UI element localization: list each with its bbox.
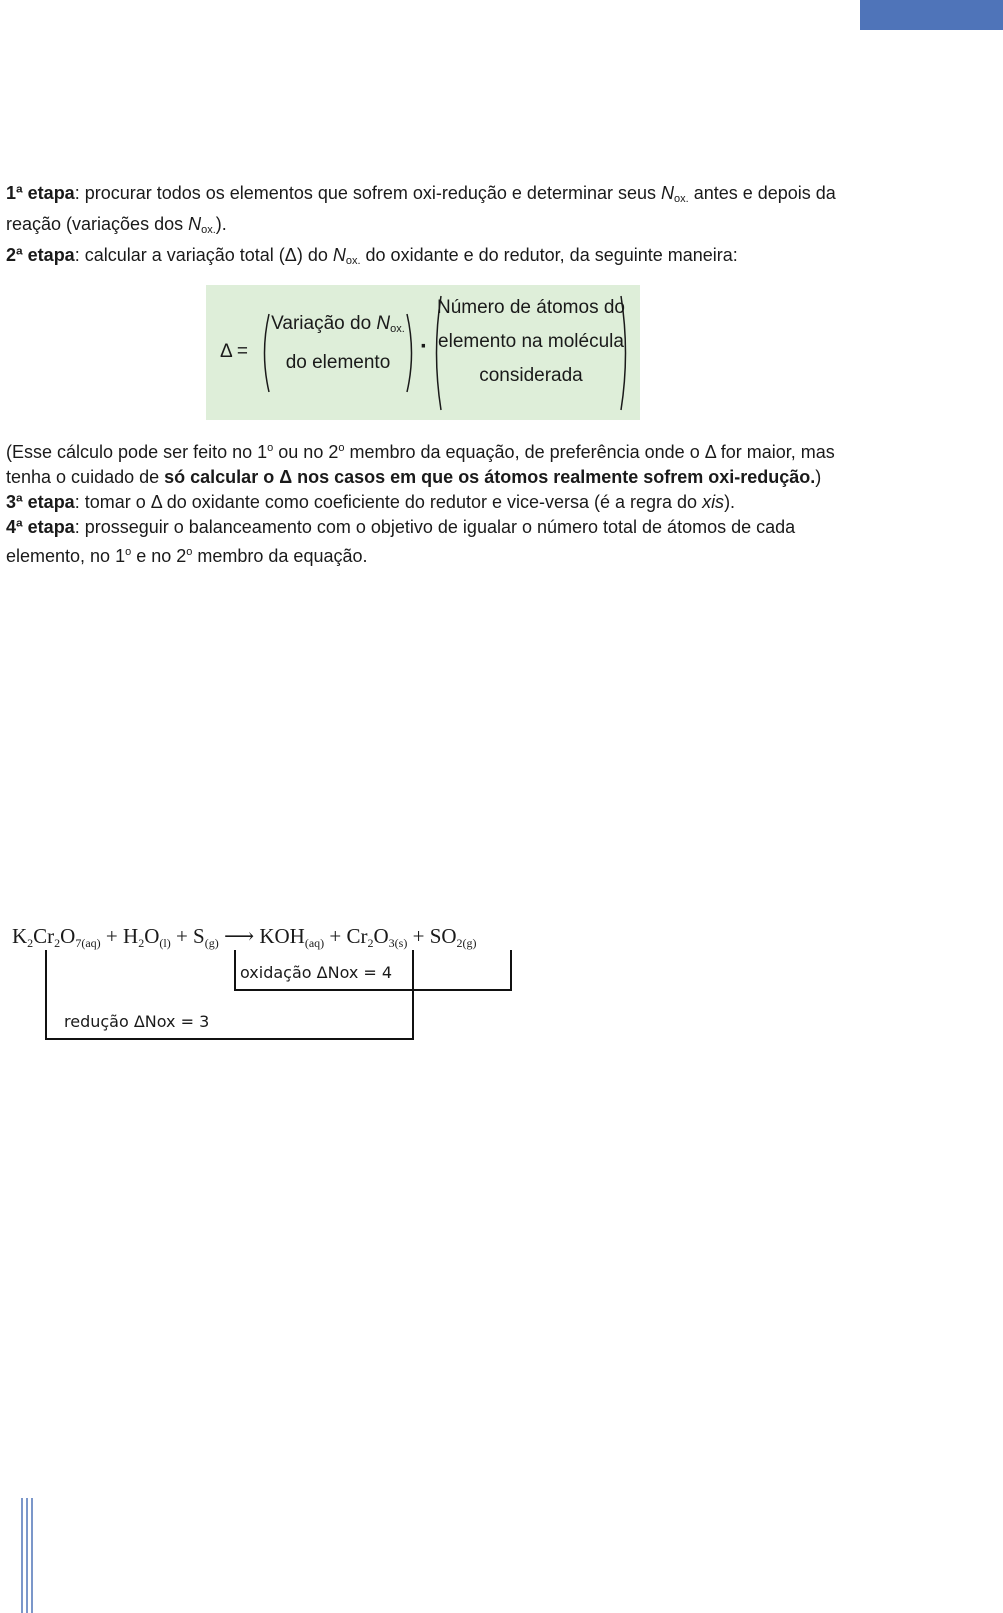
step-1-label: 1ª etapa <box>6 183 75 203</box>
formula-dot-operator: · <box>420 333 428 360</box>
delta-formula-box <box>206 285 640 420</box>
steps-intro <box>6 181 846 274</box>
step-3-label: 3ª etapa <box>6 492 75 512</box>
oxidation-label: oxidação ΔNox = 4 <box>240 963 393 982</box>
step-1: 1ª etapa: procurar todos os elementos que sofrem oxi-redução e determinar seus $N_{ox.}$ antes e depois da reação (variações dos $N_{ox.}$). <box>6 183 836 236</box>
right-paren-2 <box>620 295 632 411</box>
formula-term-1: Variação do $N_{ox.}$ do elemento <box>271 313 405 373</box>
formula-term-2: Número de átomos do elemento na molécula considerada <box>437 297 625 386</box>
redox-reaction-diagram <box>0 900 600 1050</box>
right-paren-1 <box>406 313 418 393</box>
formula-delta-lhs: Δ = <box>220 341 249 362</box>
step-4: 4ª etapa: prosseguir o balanceamento com o objetivo de igualar o número total de átomos de cada elemento, no 1$^o$ e no 2$^o$ membro da equação. <box>6 517 796 566</box>
steps-continued <box>6 436 846 569</box>
step-4-label: 4ª etapa <box>6 517 75 537</box>
calculation-note: (Esse cálculo pode ser feito no 1$^o$ ou no 2$^o$ membro da equação, de preferência onde o Δ for maior, mas tenha o cuidado de só calcular o Δ nos casos em que os átomos realmente sofrem oxi-redução.) <box>6 442 835 487</box>
reaction-equation: $K_2Cr_2O_{7(aq)} + H_2O_{(l)} + S_{(g)}$ ⟶ $KOH_{(aq)} + Cr_2O_{3(s)} + SO_{2(g)}$ <box>12 924 477 950</box>
corner-header-tab <box>860 0 1003 30</box>
step-2: 2ª etapa: calcular a variação total (Δ) do $N_{ox.}$ do oxidante e do redutor, da seguinte maneira: <box>6 245 738 267</box>
step-2-label: 2ª etapa <box>6 245 75 265</box>
reduction-label: redução ΔNox = 3 <box>64 1012 210 1031</box>
footer-double-rule <box>20 1498 34 1613</box>
step-3: 3ª etapa: tomar o Δ do oxidante como coeficiente do redutor e vice-versa (é a regra do xis). <box>6 492 736 512</box>
